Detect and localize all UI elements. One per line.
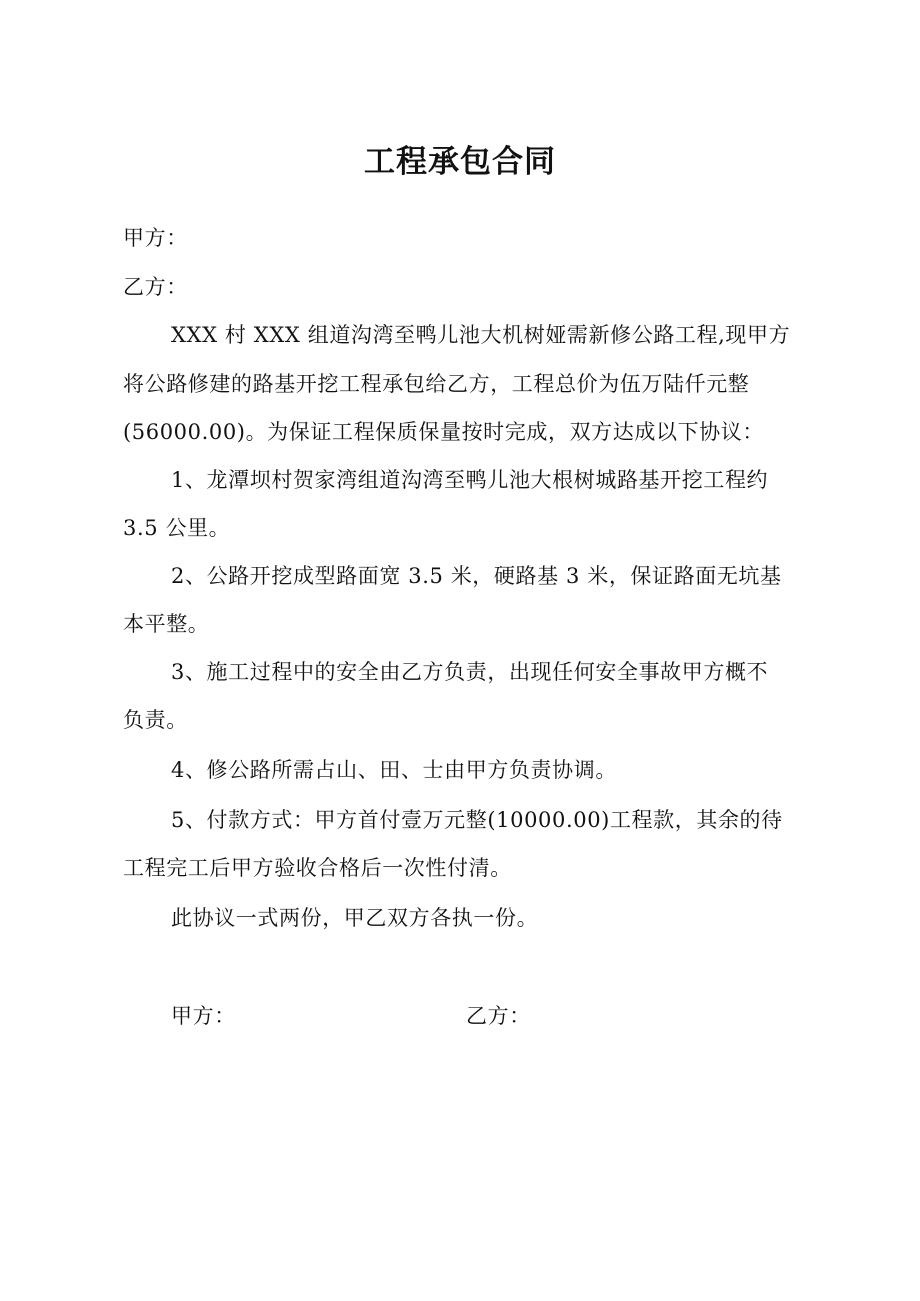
clause-2-line-2: 本平整。 <box>123 612 210 636</box>
intro-line-1: XXX 村 XXX 组道沟湾至鸭儿池大机树娅需新修公路工程,现甲方 <box>171 323 791 347</box>
party-b-line: 乙方： <box>123 275 188 299</box>
intro-line-3: (56000.00)。为保证工程保质保量按时完成，双方达成以下协议： <box>123 420 764 444</box>
signature-party-a: 甲方： <box>171 1004 236 1028</box>
signature-party-b: 乙方： <box>466 1004 531 1028</box>
closing-line: 此协议一式两份，甲乙双方各执一份。 <box>171 906 539 930</box>
clause-3-line-1: 3、施工过程中的安全由乙方负责，出现任何安全事故甲方概不 <box>171 660 769 684</box>
clause-5-line-1: 5、付款方式：甲方首付壹万元整(10000.00)工程款，其余的待 <box>171 808 783 832</box>
clause-1-line-1: 1、龙潭坝村贺家湾组道沟湾至鸭儿池大根树城路基开挖工程约 <box>171 468 769 492</box>
party-a-line: 甲方： <box>123 226 188 250</box>
clause-2-line-1: 2、公路开挖成型路面宽 3.5 米，硬路基 3 米，保证路面无坑基 <box>171 564 782 588</box>
clause-5-line-2: 工程完工后甲方验收合格后一次性付清。 <box>123 856 512 880</box>
intro-line-2: 将公路修建的路基开挖工程承包给乙方，工程总价为伍万陆仟元整 <box>123 372 750 396</box>
clause-1-line-2: 3.5 公里。 <box>123 516 231 540</box>
document-title: 工程承包合同 <box>364 144 556 180</box>
clause-4-line-1: 4、修公路所需占山、田、士由甲方负责协调。 <box>171 758 617 782</box>
clause-3-line-2: 负责。 <box>123 708 188 732</box>
